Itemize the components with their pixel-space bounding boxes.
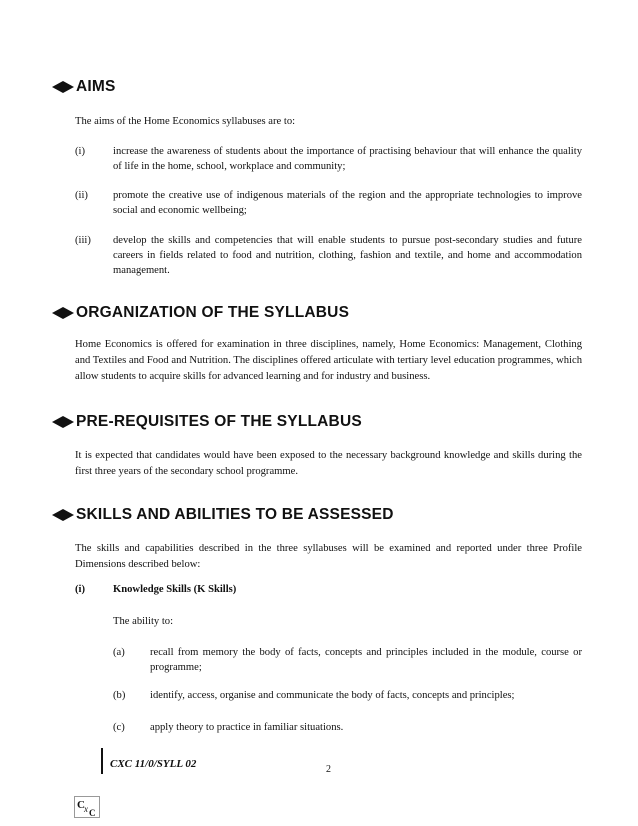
syllabus-code: CXC 11/0/SYLL 02 — [110, 758, 197, 770]
dimension-title: Knowledge Skills (K Skills) — [113, 584, 237, 595]
aims-item-text: develop the skills and competencies that will enable students to pursue post-secondary studies and future careers in fields related to food and nutrition, clothing, fashion and textile, and home and accommodation management. — [113, 235, 582, 276]
aims-item-number: (i) — [75, 146, 85, 157]
diamond-bullet-icon — [52, 307, 74, 319]
diamond-bullet-icon — [52, 509, 74, 521]
diamond-bullet-icon — [52, 81, 74, 93]
organization-heading — [52, 304, 349, 322]
aims-intro: The aims of the Home Economics syllabuses are to: — [75, 116, 296, 127]
organization-heading-text: ORGANIZATION OF THE SYLLABUS — [76, 304, 350, 321]
aims-heading — [52, 78, 116, 96]
organization-paragraph: Home Economics is offered for examination in three disciplines, namely, Home Economics: Management, Clothing and Textiles and Food and Nutrition. The disciplines offered articulate with tertiary level education programmes, which allow students to acquire skills for advanced learning and for industry and business. — [75, 339, 582, 382]
prerequisites-paragraph: It is expected that candidates would have been exposed to the necessary background knowledge and skills during the first three years of the secondary school programme. — [75, 450, 582, 477]
prerequisites-heading-text: PRE-REQUISITES OF THE SYLLABUS — [76, 413, 362, 430]
svg-text:C: C — [89, 808, 96, 818]
ability-item-text: apply theory to practice in familiar situations. — [150, 722, 344, 733]
ability-item-text: identify, access, organise and communicate the body of facts, concepts and principles; — [150, 690, 515, 701]
aims-item-text: increase the awareness of students about the importance of practising behaviour that will enhance the quality of life in the home, school, workplace and community; — [113, 146, 582, 172]
ability-item-number: (a) — [113, 647, 125, 658]
ability-intro: The ability to: — [113, 616, 174, 627]
ability-item-number: (b) — [113, 690, 126, 701]
svg-text:C: C — [77, 799, 85, 811]
footer-rule — [101, 748, 103, 774]
cxc-logo-icon — [74, 796, 100, 818]
skills-intro: The skills and capabilities described in the three syllabuses will be examined and reported under three Profile Dimensions described below: — [75, 543, 582, 570]
page-number: 2 — [326, 764, 331, 775]
svg-text:x: x — [84, 804, 88, 814]
dimension-number: (i) — [75, 584, 85, 595]
aims-heading-text: AIMS — [76, 78, 116, 95]
aims-item-text: promote the creative use of indigenous materials of the region and the appropriate technologies to improve social and economic wellbeing; — [113, 190, 582, 216]
skills-heading — [52, 506, 394, 524]
ability-item-text: recall from memory the body of facts, concepts and principles included in the module, course or programme; — [150, 647, 582, 673]
diamond-bullet-icon — [52, 416, 74, 428]
ability-item-number: (c) — [113, 722, 125, 733]
aims-item-number: (ii) — [75, 190, 88, 201]
prerequisites-heading — [52, 413, 362, 431]
skills-heading-text: SKILLS AND ABILITIES TO BE ASSESSED — [76, 506, 394, 523]
aims-item-number: (iii) — [75, 235, 91, 246]
